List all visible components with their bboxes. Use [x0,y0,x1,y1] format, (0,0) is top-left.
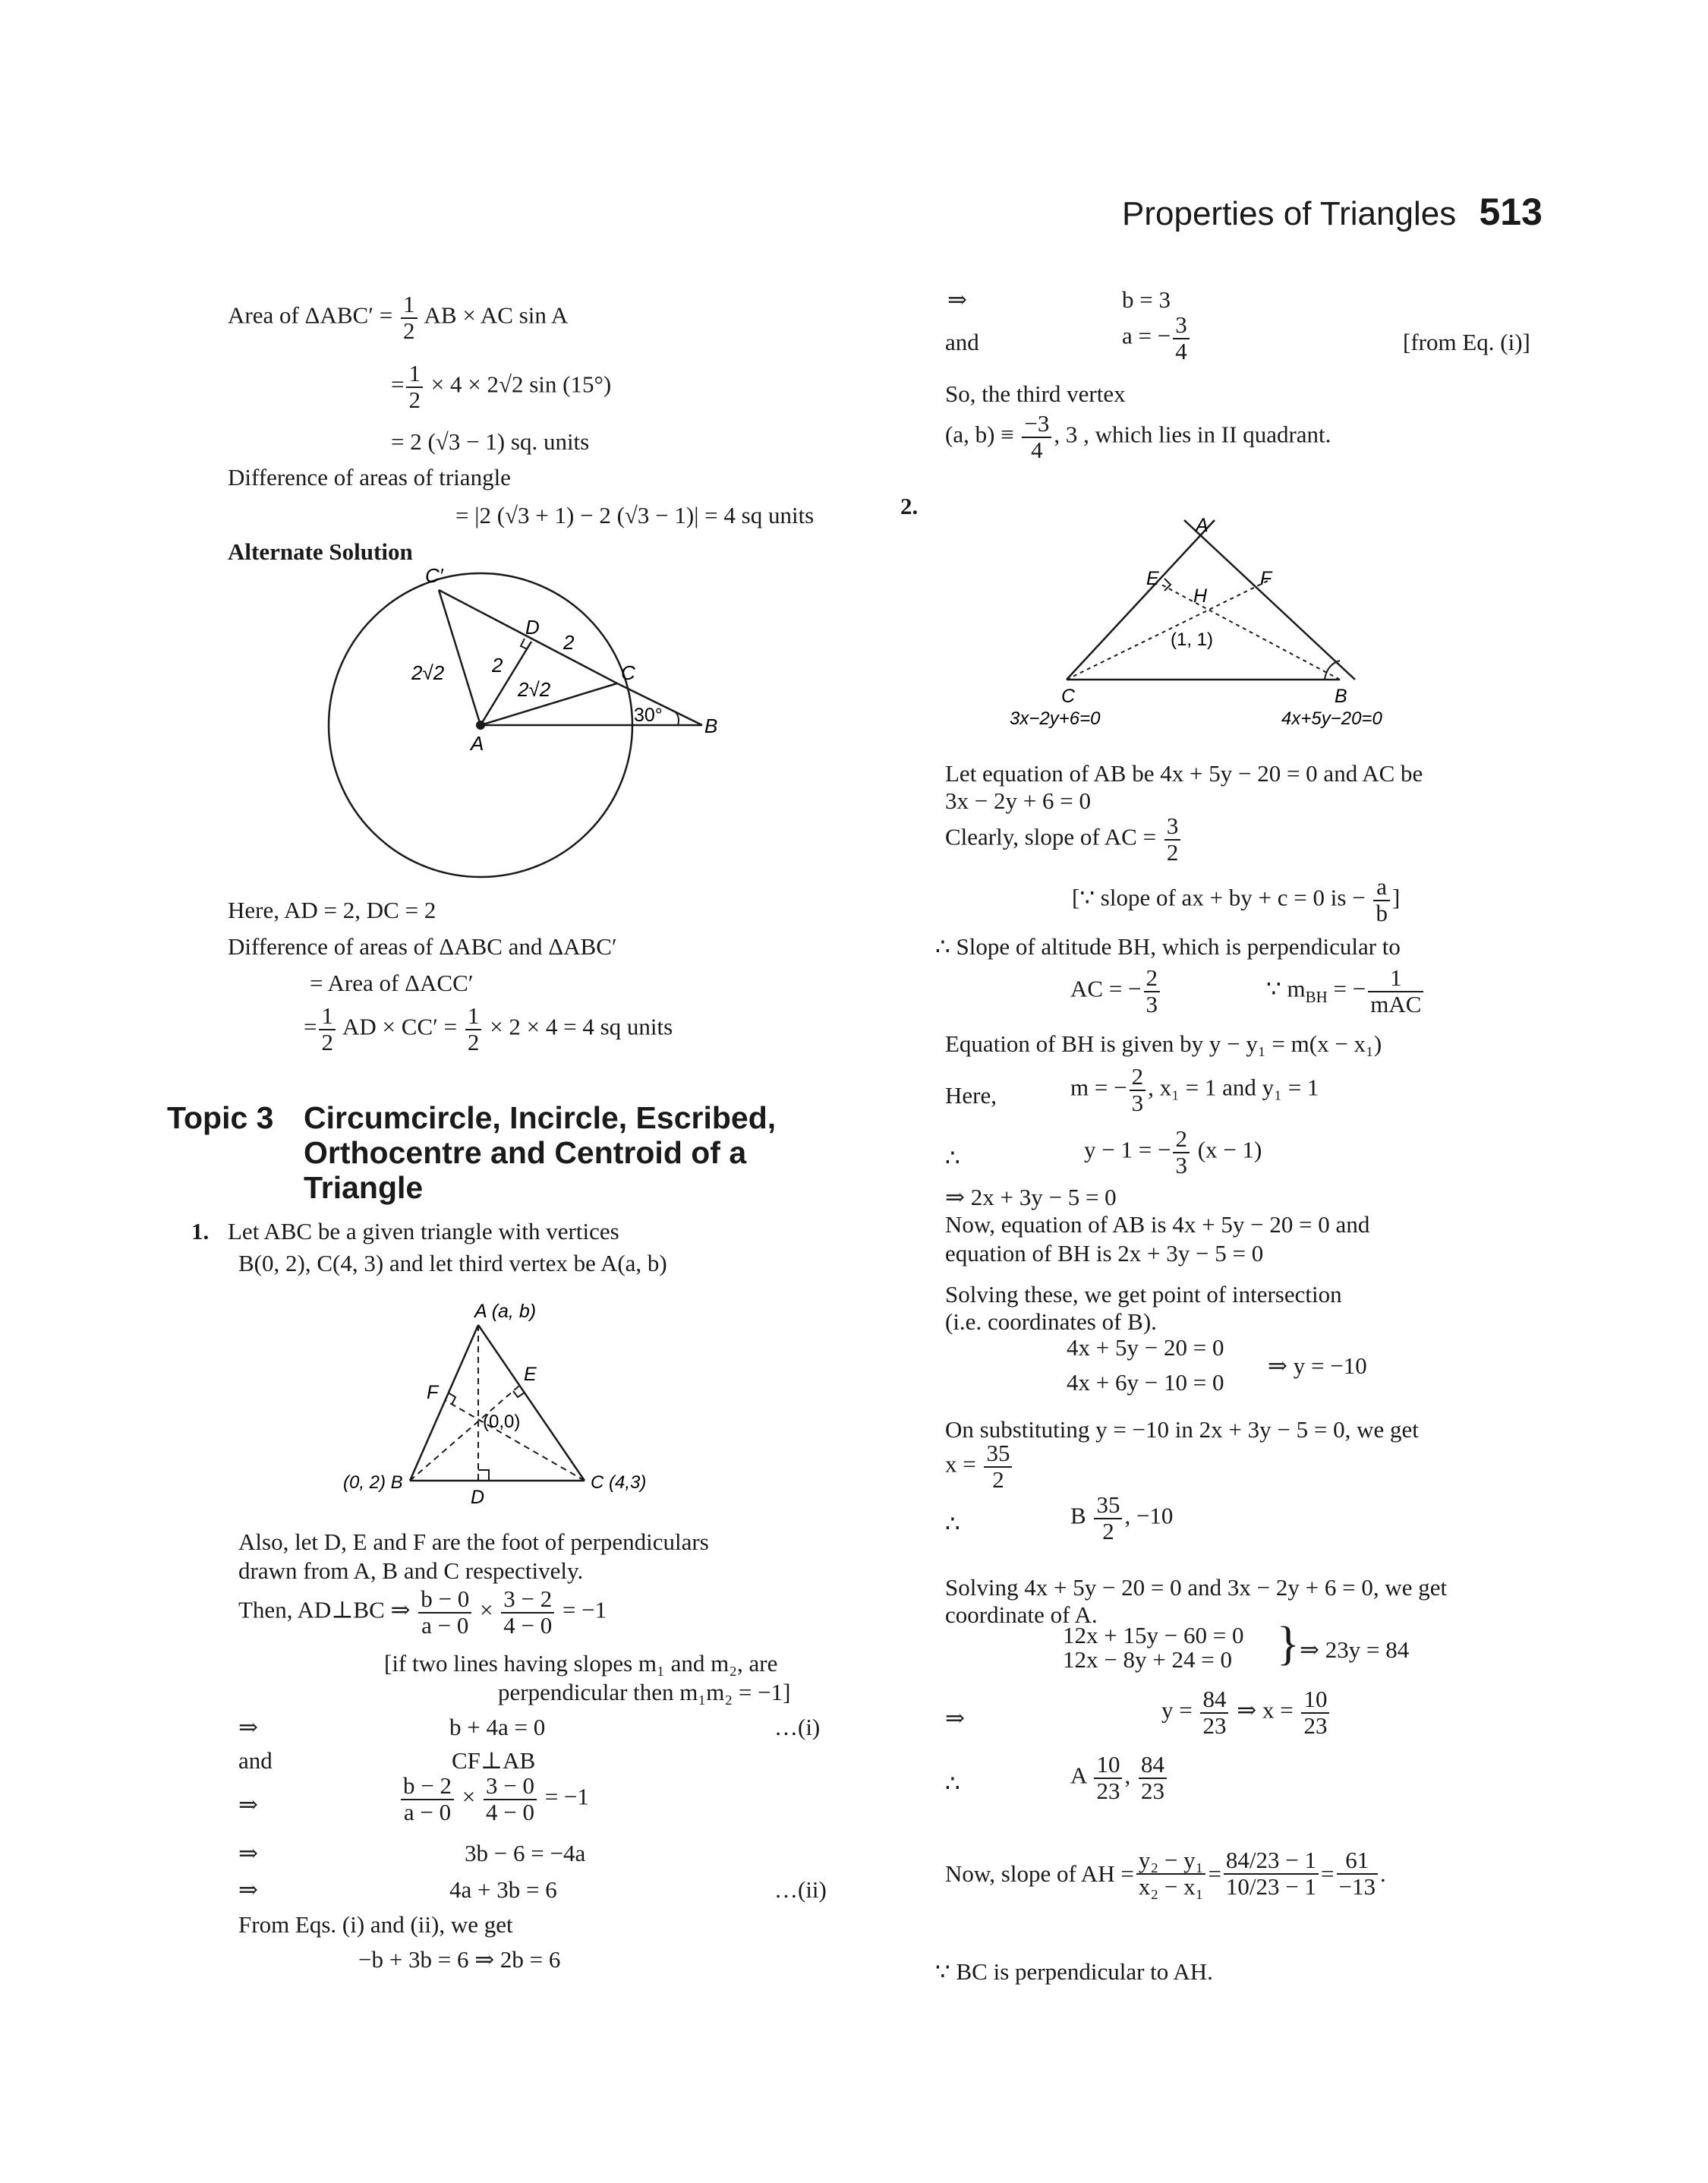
running-header [1122,190,1543,234]
label-e: E [524,1364,537,1385]
fraction: $\frac{3}{4}$ [1173,313,1190,364]
right-angle-mark [521,639,528,649]
therefore-1: ∴ [945,1144,960,1171]
line-ac [1067,520,1215,680]
slope-note: [∵ slope of ax + by + c = 0 is − $\frac{a}{b}$ ] [1072,873,1401,926]
area-line-2: = $\frac{1}{2}$ × 4 × 2√2 sin (15°) [391,360,612,413]
question-1-line-1: Let ABC be a given triangle with vertices [228,1218,619,1244]
then-line: Then, AD⊥BC ⇒ $\frac{b - 0}{a - 0}$ × $\frac{3 - 2}{4 - 0}$ = −1 [238,1585,607,1639]
fraction: $\frac{84}{23}$ [1139,1752,1167,1803]
fraction: $\frac{b - 0}{a - 0}$ [418,1587,471,1638]
question-2-number: 2. [900,493,919,519]
third-vertex-line: So, the third vertex [945,380,1126,407]
now-line-1: Now, equation of AB is 4x + 5y − 20 = 0 and [945,1211,1370,1238]
also-line-2: drawn from A, B and C respectively. [238,1557,584,1584]
header-title: Properties of Triangles [1122,195,1457,232]
eq2: $\frac{b - 2}{a - 0}$ × $\frac{3 - 0}{4 - 0}$ = −1 [399,1774,589,1825]
fraction: $\frac{3 - 0}{4 - 0}$ [484,1774,537,1825]
fraction: $\frac{35}{2}$ [1094,1493,1122,1544]
equation-bh-line: Equation of BH is given by y − y₁ = m(x − x₁) [945,1030,1382,1057]
label-30-degrees: 30° [634,705,663,726]
a-value: a = − $\frac{3}{4}$ [1122,313,1192,364]
let-line-2: 3x − 2y + 6 = 0 [945,787,1091,814]
also-line-1: Also, let D, E and F are the foot of perpendiculars [238,1528,709,1555]
yx-values: y = $\frac{84}{23}$ ⇒ x = $\frac{10}{23}$ [1161,1687,1331,1738]
topic-title-line-3: Triangle [304,1170,424,1205]
and-word: and [238,1747,273,1774]
therefore-3: ∴ [945,1770,960,1797]
here-values: m = − $\frac{2}{3}$ , x₁ = 1 and y₁ = 1 [1070,1063,1319,1116]
fraction: $\frac{61}{-13}$ [1337,1848,1378,1899]
label-b-vertex: B [1335,686,1347,707]
fraction: $\frac{2}{3}$ [1173,1127,1190,1178]
right-angle-mark-d [478,1470,489,1481]
eq4-tag: …(ii) [774,1876,827,1903]
altitude-cf [1067,581,1268,680]
altitude-line: ∴ Slope of altitude BH, which is perpendicular to [935,933,1401,960]
eq3-arrow: ⇒ [238,1840,258,1866]
label-h: H [1193,585,1208,607]
eq1-arrow: ⇒ [238,1714,258,1740]
ac-slope-value: AC = − $\frac{2}{3}$ [1070,966,1162,1017]
fraction: $\frac{2}{3}$ [1130,1065,1146,1115]
substitution-line: On substituting y = −10 in 2x + 3y − 5 = 0, we get [945,1416,1419,1443]
fraction: $\frac{1}{2}$ [401,292,418,343]
system-1-eq-a: 4x + 5y − 20 = 0 [1067,1334,1224,1361]
topic-title-line-1: Circumcircle, Incircle, Escribed, [304,1100,777,1135]
label-line-b: 4x+5y−20=0 [1281,708,1382,729]
fraction: $\frac{\text{y₂ − y₁}}{\text{x₂ − x₁}}$ [1136,1848,1206,1899]
label-line-c: 3x−2y+6=0 [1010,708,1101,729]
fraction: $\frac{3 - 2}{4 - 0}$ [501,1587,554,1638]
difference-line-2: Difference of areas of ΔABC and ΔABC′ [228,933,617,960]
let-line-1: Let equation of AB be 4x + 5y − 20 = 0 and AC be [945,760,1423,787]
label-b-point: (0, 2) B [343,1472,403,1493]
vertex-line: (a, b) ≡ $\frac{-3}{4}$ , 3 , which lies in II quadrant. [945,410,1331,463]
label-c-prime: C′ [425,566,443,587]
y-equation: y − 1 = − $\frac{2}{3}$ (x − 1) [1084,1125,1262,1178]
fraction: $\frac{2}{3}$ [1144,966,1161,1017]
label-a-vertex: A [1196,515,1209,536]
label-2-root-2-inner: 2√2 [518,678,551,701]
fraction: $\frac{10}{23}$ [1301,1687,1329,1738]
fraction: $\frac{1}{\text{mAC}}$ [1368,966,1423,1017]
figure-circle-diagram [319,566,744,885]
label-a: A [471,732,484,755]
page-number: 513 [1479,191,1543,233]
figure-triangle-lines [1002,509,1427,737]
label-c: C [621,661,635,684]
bc-perpendicular-line: ∵ BC is perpendicular to AH. [935,1958,1213,1985]
from-eq-note: [from Eq. (i)] [1403,329,1530,355]
right-angle-mark-f [448,1393,455,1405]
label-f-foot: F [1260,568,1272,589]
fraction: $\frac{35}{2}$ [984,1441,1012,1492]
fraction: $\frac{a}{b}$ [1373,875,1390,926]
slope-ah-line: Now, slope of AH = $\frac{\text{y₂ − y₁}}{\text{x₂ − x₁}}$ = $\frac{84/23 - 1}{10/23 - 1}$ = $\frac{61}{-13}$ . [945,1847,1386,1900]
difference-value: = |2 (√3 + 1) − 2 (√3 − 1)| = 4 sq units [455,502,815,528]
label-b: B [704,715,718,737]
label-2-root-2-left: 2√2 [411,661,445,684]
line-ab [1184,520,1355,680]
b-value: b = 3 [1122,286,1171,313]
compound-fraction: $\frac{84/23 - 1}{10/23 - 1}$ [1224,1848,1319,1899]
alternate-solution-heading: Alternate Solution [228,538,413,565]
solving-2-line-2: coordinate of A. [945,1601,1098,1628]
eq4-arrow: ⇒ [238,1876,258,1903]
eq2-arrow: ⇒ [238,1791,258,1818]
from-eqs-line: From Eqs. (i) and (ii), we get [238,1911,513,1938]
fraction: $\frac{1}{2}$ [319,1004,336,1055]
topic-number: Topic 3 [167,1100,274,1135]
cf-perp-ab: CF⊥AB [452,1747,536,1774]
area-line-3: = 2 (√3 − 1) sq. units [391,428,590,455]
last-left-line: −b + 3b = 6 ⇒ 2b = 6 [358,1946,561,1973]
eq1: b + 4a = 0 [449,1714,546,1740]
label-c-point: C (4,3) [591,1472,647,1493]
fraction: $\frac{b - 2}{a - 0}$ [401,1774,454,1825]
yx-arrow: ⇒ [945,1705,965,1731]
fraction: $\frac{84}{23}$ [1200,1687,1228,1738]
label-e-foot: E [1146,568,1159,589]
x-value: x = $\frac{35}{2}$ [945,1441,1014,1492]
mbh-relation: ∵ $m_{BH}$ = − $\frac{1}{\text{mAC}}$ [1266,966,1426,1017]
label-2-dc: 2 [563,631,575,654]
label-2-mid: 2 [492,654,503,677]
point-a: A $\frac{10}{23}$ , $\frac{84}{23}$ [1070,1752,1169,1803]
system-2-eq-a: 12x + 15y − 60 = 0 [1063,1622,1244,1648]
slope-ac-line: Clearly, slope of AC = $\frac{3}{2}$ [945,814,1183,865]
side-ac [478,1325,585,1481]
here-word: Here, [945,1082,997,1109]
system-1-eq-b: 4x + 6y − 10 = 0 [1067,1369,1224,1396]
fraction: $\frac{3}{2}$ [1164,814,1181,865]
system-2-eq-b: 12x − 8y + 24 = 0 [1063,1646,1232,1673]
label-c-vertex: C [1061,686,1076,707]
point-b: B $\frac{35}{2}$ , −10 [1070,1491,1174,1544]
result-line: ⇒ 2x + 3y − 5 = 0 [945,1184,1117,1210]
label-a-ab: A (a, b) [474,1301,537,1322]
eq1-tag: …(i) [774,1714,821,1740]
solving-2-line-1: Solving 4x + 5y − 20 = 0 and 3x − 2y + 6 = 0, we get [945,1574,1448,1601]
therefore-2: ∴ [945,1510,960,1537]
system-2-brace: } [1277,1618,1300,1670]
fraction: $\frac{1}{2}$ [465,1004,482,1055]
system-2-result: ⇒ 23y = 84 [1300,1636,1410,1663]
label-point-1-1: (1, 1) [1171,629,1214,650]
label-d-foot: D [471,1487,485,1508]
area-line-1: Area of ΔABC′ = $\frac{1}{2}$ AB × AC sin A [228,291,569,344]
note-line-2: perpendicular then m₁m₂ = −1] [498,1679,791,1705]
difference-label: Difference of areas of triangle [228,464,511,491]
fraction: $\frac{10}{23}$ [1094,1752,1122,1803]
solving-line-1: Solving these, we get point of intersection [945,1281,1342,1308]
solving-line-2: (i.e. coordinates of B). [945,1308,1157,1335]
system-1-result: ⇒ y = −10 [1268,1352,1367,1379]
label-f: F [427,1382,439,1403]
note-line-1: [if two lines having slopes m₁ and m₂, are [384,1650,778,1677]
label-origin: (0,0) [483,1412,521,1432]
point-a [476,721,485,730]
final-area-line: = $\frac{1}{2}$ AD × CC′ = $\frac{1}{2}$ × 2 × 4 = 4 sq units [304,1002,673,1055]
b-arrow: ⇒ [947,286,967,313]
segment-ac-prime [439,590,481,725]
eq3: 3b − 6 = −4a [465,1840,586,1866]
fraction: $\frac{-3}{4}$ [1022,412,1051,462]
question-1-number: 1. [191,1218,210,1244]
label-d: D [525,616,540,639]
side-ab [410,1325,478,1481]
fraction: $\frac{1}{2}$ [406,361,423,412]
topic-title-line-2: Orthocentre and Centroid of a [304,1135,747,1170]
and-word-right: and [945,329,979,355]
figure-triangle-orthocentre [334,1291,668,1511]
eq4: 4a + 3b = 6 [449,1876,557,1903]
here-line: Here, AD = 2, DC = 2 [228,897,436,923]
area-acc-line: = Area of ΔACC′ [310,970,474,996]
question-1-line-2: B(0, 2), C(4, 3) and let third vertex be A(a, b) [238,1250,667,1276]
now-line-2: equation of BH is 2x + 3y − 5 = 0 [945,1240,1264,1267]
